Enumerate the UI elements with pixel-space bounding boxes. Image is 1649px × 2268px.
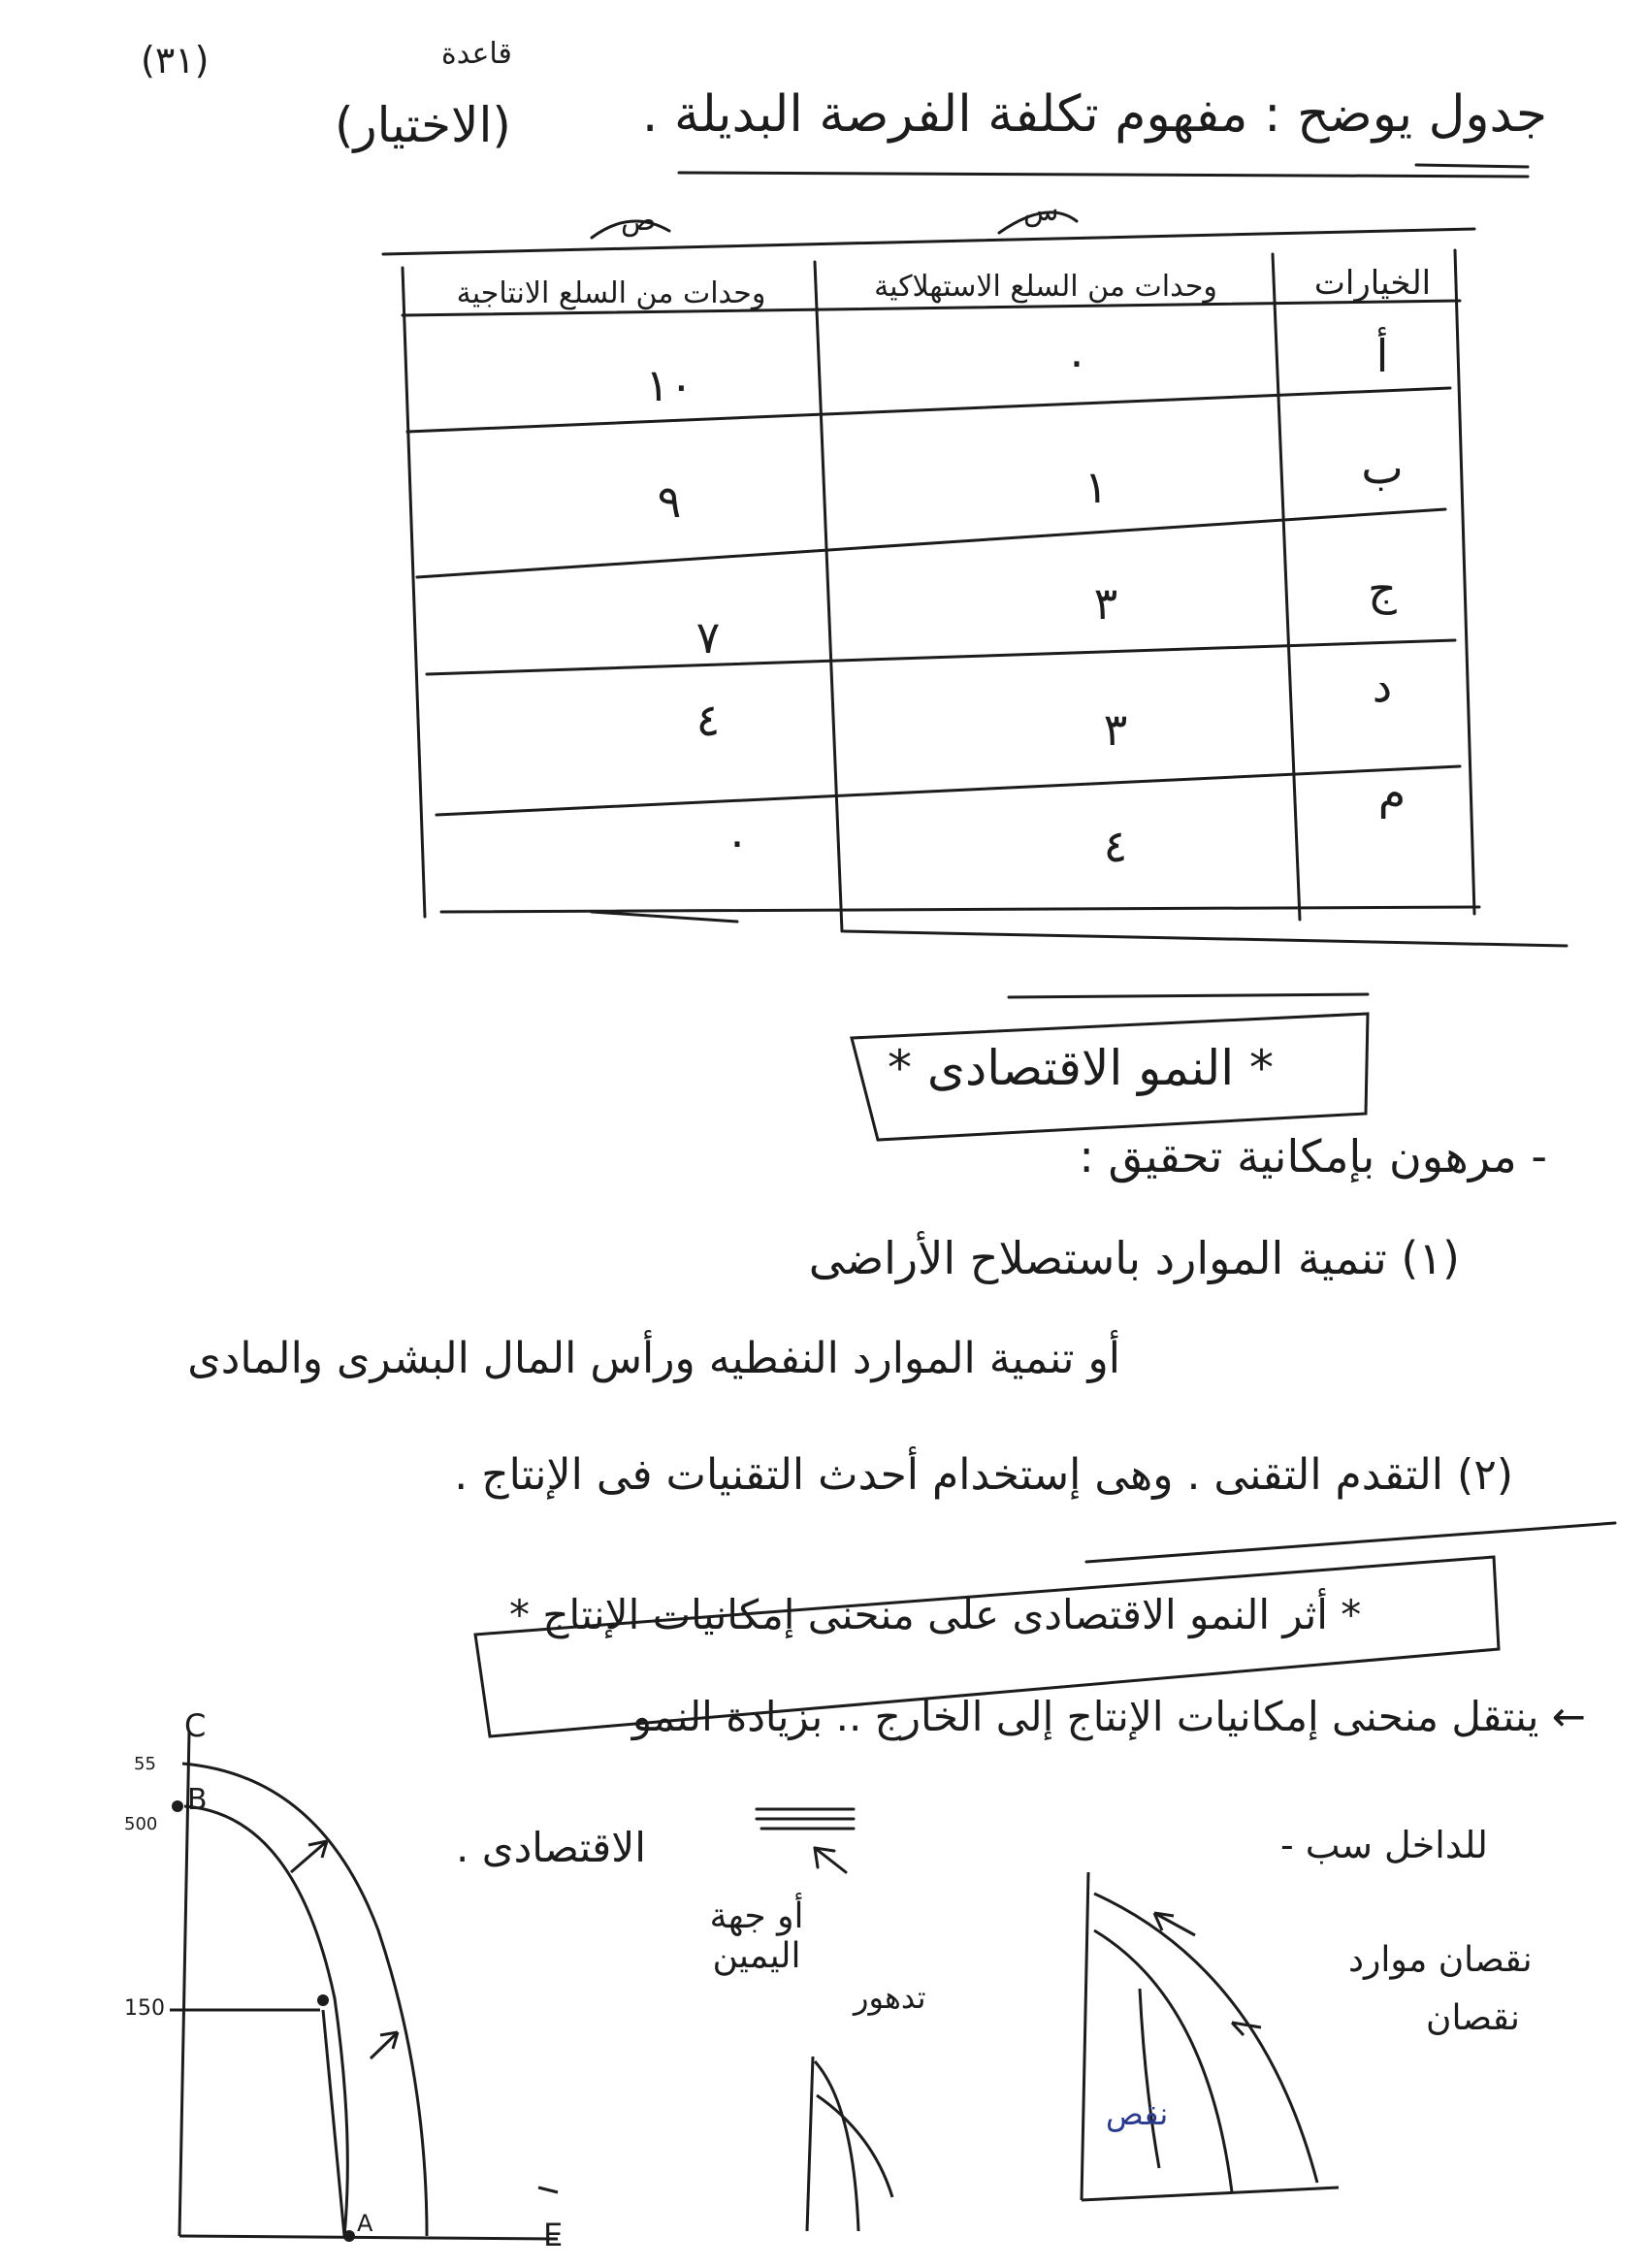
point-a-label: A	[357, 2210, 373, 2237]
ppc-graph	[170, 1732, 558, 2239]
x-axis-label: E	[543, 2217, 564, 2253]
table-column-divider-2	[1273, 254, 1300, 920]
page-number: (٣١)	[141, 39, 210, 81]
section2-line2: الاقتصادى .	[456, 1824, 646, 1871]
row-2-capital: ٩	[657, 475, 682, 528]
title-bracket: (الاختيار)	[335, 97, 511, 153]
row-4-consumer: ٣	[1103, 703, 1128, 756]
row-4-capital: ٤	[695, 694, 721, 746]
inward-shift-sketch	[1082, 1872, 1339, 2200]
section1-heading: * النمو الاقتصادى *	[888, 1040, 1275, 1096]
row-3-option: ج	[1368, 563, 1397, 615]
row-1-consumer: ٠	[1064, 335, 1089, 387]
row-2-consumer: ١	[1083, 461, 1109, 513]
y-axis-label: C	[184, 1707, 207, 1744]
header-capital: وحدات من السلع الانتاجية	[456, 276, 766, 310]
inward-note-a: نقصان موارد	[1348, 1940, 1533, 1980]
section1-point2a: (٢) التقدم التقنى . وهى إستخدام أحدث التقنيات فى الإنتاج .	[454, 1450, 1513, 1500]
table-top-line	[383, 229, 1474, 254]
section2-line1: ← ينتقل منحنى إمكانيات الإنتاج إلى الخارج .. بزيادة النمو	[631, 1693, 1586, 1740]
row-5-option: م	[1377, 766, 1406, 819]
title-note: قاعدة	[441, 37, 512, 71]
table-bottom-line	[844, 931, 1567, 946]
right-direction-note: أو جهة اليمين	[709, 1896, 804, 1976]
y-tick-top: 55	[134, 1754, 156, 1774]
row-3-capital: ٧	[695, 611, 721, 664]
row-1-option: أ	[1375, 330, 1389, 382]
row-5-consumer: ٤	[1103, 820, 1128, 872]
section2-heading: * أثر النمو الاقتصادى على منحنى إمكانيات الإنتاج *	[509, 1591, 1362, 1638]
inward-note-top: للداخل سب -	[1280, 1824, 1488, 1866]
col-mark-x: س	[1023, 194, 1059, 228]
y-tick-500: 500	[124, 1814, 158, 1834]
shifted-curve	[1094, 1930, 1232, 2192]
row-3-consumer: ٣	[1093, 577, 1118, 630]
header-options: الخيارات	[1313, 264, 1432, 303]
section1-point1b: أو تنمية الموارد النفطيه ورأس المال البشرى والمادى	[187, 1334, 1120, 1383]
point-150-dot	[317, 1994, 329, 2006]
section1-intro: - مرهون بإمكانية تحقيق :	[1079, 1130, 1547, 1183]
row-5-capital: ٠	[725, 815, 750, 867]
page-title: جدول يوضح : مفهوم تكلفة الفرصة البديلة .	[641, 85, 1547, 144]
header-consumer: وحدات من السلع الاستهلاكية	[874, 270, 1217, 304]
point-b-label: B	[187, 1783, 208, 1817]
col-mark-y: ص	[621, 204, 657, 238]
point-a-dot	[343, 2230, 355, 2242]
row-2-option: ب	[1361, 441, 1404, 494]
point-b-dot	[172, 1800, 183, 1812]
deficit-label: نقص	[1106, 2095, 1169, 2132]
decline-note: تدهور	[854, 1979, 926, 2016]
row-4-option: د	[1372, 660, 1393, 712]
table-right-border	[1455, 250, 1474, 914]
y-tick-150: 150	[124, 1996, 165, 2021]
title-underline	[679, 173, 1528, 177]
outer-curve	[182, 1764, 427, 2236]
section1-point1a: (١) تنمية الموارد باستصلاح الأراضى	[808, 1232, 1460, 1284]
table-left-border	[403, 268, 425, 917]
decline-sketch	[807, 2057, 892, 2231]
inward-note-b: نقصان	[1426, 1998, 1520, 2038]
original-curve	[1094, 1894, 1317, 2183]
row-1-capital: ١٠	[645, 359, 694, 411]
